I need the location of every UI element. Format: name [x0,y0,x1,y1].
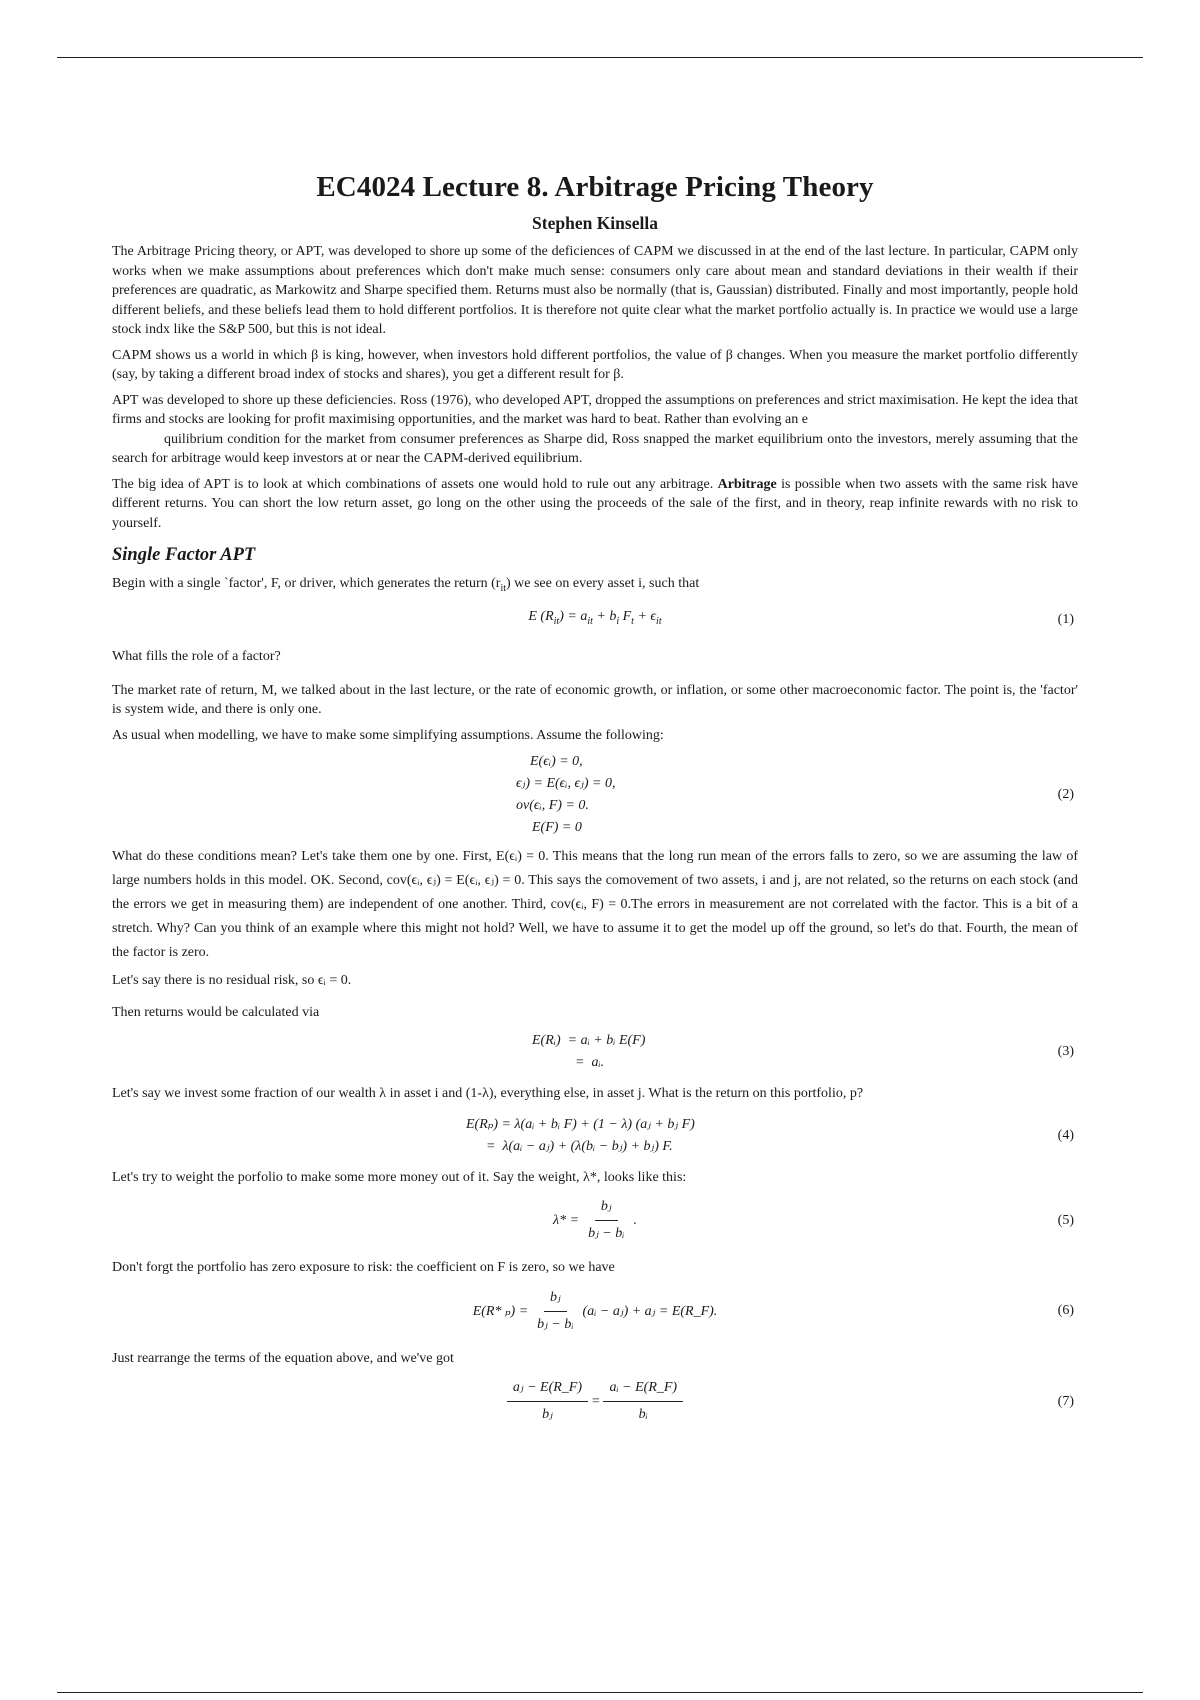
arbitrage-text-after: is possible when two assets with the same risk have different returns. You can short the low return asset, go long on the other using the proceeds of the sale of the first, and in theory, reap infinite rewards with no risk to yourself. [112,476,1079,531]
eq1-part: ) = a [559,609,588,625]
factor-answer: The market rate of return, M, we talked about in the last lecture, or the rate of economic growth, or inflation, or some other macroeconomic factor. The point is, the 'factor' is system wide, and there is only one. [112,682,1078,718]
assumptions-intro: As usual when modelling, we have to make some simplifying assumptions. Assume the following: [112,727,664,743]
apt-paragraph-continued [112,430,1078,469]
factor-question: What fills the role of a factor? [112,649,281,665]
eq2-line: ϵⱼ) = E(ϵᵢ, ϵⱼ) = 0, [516,776,616,792]
eq7-denominator-left: bⱼ [542,1407,553,1423]
eq1-part: + b [592,609,617,625]
equation-1 [112,606,1078,633]
eq6-numerator: bⱼ [544,1288,567,1312]
eq1-sub: t [631,616,634,628]
equation-6 [112,1288,1078,1335]
document-content [112,171,1078,1435]
equation-4 [112,1114,1078,1158]
eq7-numerator-left: aⱼ − E(R_F) [507,1378,588,1402]
equation-number: (6) [1057,1303,1074,1319]
section-heading: Single Factor APT [112,545,256,565]
equation-number: (7) [1057,1393,1074,1409]
equation-number: (1) [1057,611,1074,627]
eq5-tail: . [633,1212,637,1228]
eq4-line: = λ(aᵢ − aⱼ) + (λ(bᵢ − bⱼ) + bⱼ) F. [486,1138,673,1154]
begin-paragraph [112,574,1078,598]
no-residual-text: Let's say there is no residual risk, so ϵᵢ = 0. [112,973,352,989]
arbitrage-paragraph [112,475,1078,534]
eq7-equals: = [591,1393,601,1409]
rearrange-text: Just rearrange the terms of the equation above, and we've got [112,1350,454,1366]
eq5-denominator: bⱼ − bᵢ [588,1226,625,1242]
document-title: EC4024 Lecture 8. Arbitrage Pricing Theory [316,171,874,203]
arbitrage-bold-term: Arbitrage [717,476,777,492]
apt-paragraph-part1: APT was developed to shore up these deficiencies. Ross (1976), who developed APT, dropped the assumptions on preferences and strict maximisation. He kept the idea that firms and stocks are looking for profit maximising opportunities, and the market was hard to beat. Rather than evolving an e [112,392,1078,427]
apt-paragraph-part2: quilibrium condition for the market from consumer preferences as Sharpe did, Ross snapped the market equilibrium onto the investors, merely assuming that the search for arbitrage would keep investors at or near the CAPM-derived equilibrium. [112,431,1078,466]
eq6-fraction [531,1288,579,1335]
eq1-part: E (R [528,609,554,625]
eq1-sub: it [656,616,662,628]
eq6-lhs: E(R* ₚ) = [472,1303,529,1319]
bottom-rule [57,1692,1143,1693]
arbitrage-text-before: The big idea of APT is to look at which combinations of assets one would hold to rule out any arbitrage. [112,476,718,492]
equation-number: (2) [1057,787,1074,803]
eq7-fraction-right [603,1378,683,1425]
conditions-paragraph: What do these conditions mean? Let's take them one by one. First, E(ϵᵢ) = 0. This means that the long run mean of the errors falls to zero, so we are assuming the law of large numbers holds in this model. OK. Second, cov(ϵᵢ, ϵⱼ) = E(ϵᵢ, ϵⱼ) = 0. This says the comovement of two assets, i and j, are not related, so the returns on each stock (and the errors we get in measuring them) are independent of one another. Third, cov(ϵᵢ, F) = 0.The errors in measurement are not correlated with the factor. This is a bit of a stretch. Why? Can you think of an example where this might not hold? Well, we have to assume it to get the model up off the ground, so let's do that. Fourth, the mean of the factor is zero. [112,849,1078,961]
eq7-fraction-left [507,1378,588,1425]
equation-5 [112,1197,1078,1244]
eq7-denominator-right: bᵢ [638,1407,648,1423]
eq7-numerator-right: aᵢ − E(R_F) [603,1378,683,1402]
eq1-sub: it [587,616,593,628]
equation-7 [112,1378,1078,1425]
forget-text: Don't forgt the portfolio has zero exposure to risk: the coefficient on F is zero, so we have [112,1260,615,1276]
eq4-line: E(Rₚ) = λ(aᵢ + bᵢ F) + (1 − λ) (aⱼ + bⱼ F) [466,1116,695,1132]
eq6-tail: (aᵢ − aⱼ) + aⱼ = E(R_F). [582,1303,718,1319]
eq3-line: E(Rᵢ) = aᵢ + bᵢ E(F) [532,1033,646,1049]
begin-text-sub: it [500,582,506,594]
begin-text-end: ) we see on every asset i, such that [506,576,700,591]
eq1-sub: i [616,616,620,628]
eq5-fraction [582,1197,630,1244]
intro-paragraph-1: The Arbitrage Pricing theory, or APT, was developed to shore up some of the deficiences of CAPM we discussed in at the end of the last lecture. In particular, CAPM only works when we make assumptions about preferences which don't make much sense: consumers only care about mean and standard deviations in their wealth if their preferences are quadratic, as Markowitz and Sharpe specified them. Returns must also be normally (that is, Gaussian) distributed. Finally and most importantly, people hold different beliefs, and these beliefs lead them to hold different portfolios. It is therefore not quite clear what the market portfolio actually is. In practice we would use a large stock indx like the S&P 500, but this is not ideal. [112,244,1078,337]
eq5-numerator: bⱼ [595,1197,618,1221]
eq3-line: = aᵢ. [575,1055,605,1071]
eq2-line: E(ϵᵢ) = 0, [530,754,583,770]
then-returns-text: Then returns would be calculated via [112,1004,320,1020]
intro-paragraph-2: CAPM shows us a world in which β is king, however, when investors hold different portfolios, the value of β changes. When you measure the market portfolio differently (say, by taking a different broad index of stocks and shares), you get a different result for β. [112,347,1078,382]
author-name: Stephen Kinsella [532,213,658,233]
begin-text: Begin with a single `factor', F, or driver, which generates the return (r [112,576,501,591]
eq1-part: F [619,609,632,625]
equation-number: (4) [1057,1127,1074,1143]
eq1-sub: it [553,616,560,628]
eq5-lhs: λ* = [553,1212,580,1228]
apt-paragraph [112,391,1078,430]
equation-number: (5) [1057,1212,1074,1228]
weight-text: Let's try to weight the porfolio to make some more money out of it. Say the weight, λ*, looks like this: [112,1169,687,1185]
equation-2 [112,751,1078,839]
equation-3 [112,1030,1078,1074]
top-rule [57,57,1143,58]
eq1-part: + ϵ [633,609,657,625]
eq2-line: E(F) = 0 [532,820,582,836]
eq2-line: ov(ϵᵢ, F) = 0. [516,798,589,814]
invest-text: Let's say we invest some fraction of our wealth λ in asset i and (1-λ), everything else, in asset j. What is the return on this portfolio, p? [112,1086,864,1102]
eq6-denominator: bⱼ − bᵢ [537,1316,574,1332]
equation-number: (3) [1057,1044,1074,1060]
